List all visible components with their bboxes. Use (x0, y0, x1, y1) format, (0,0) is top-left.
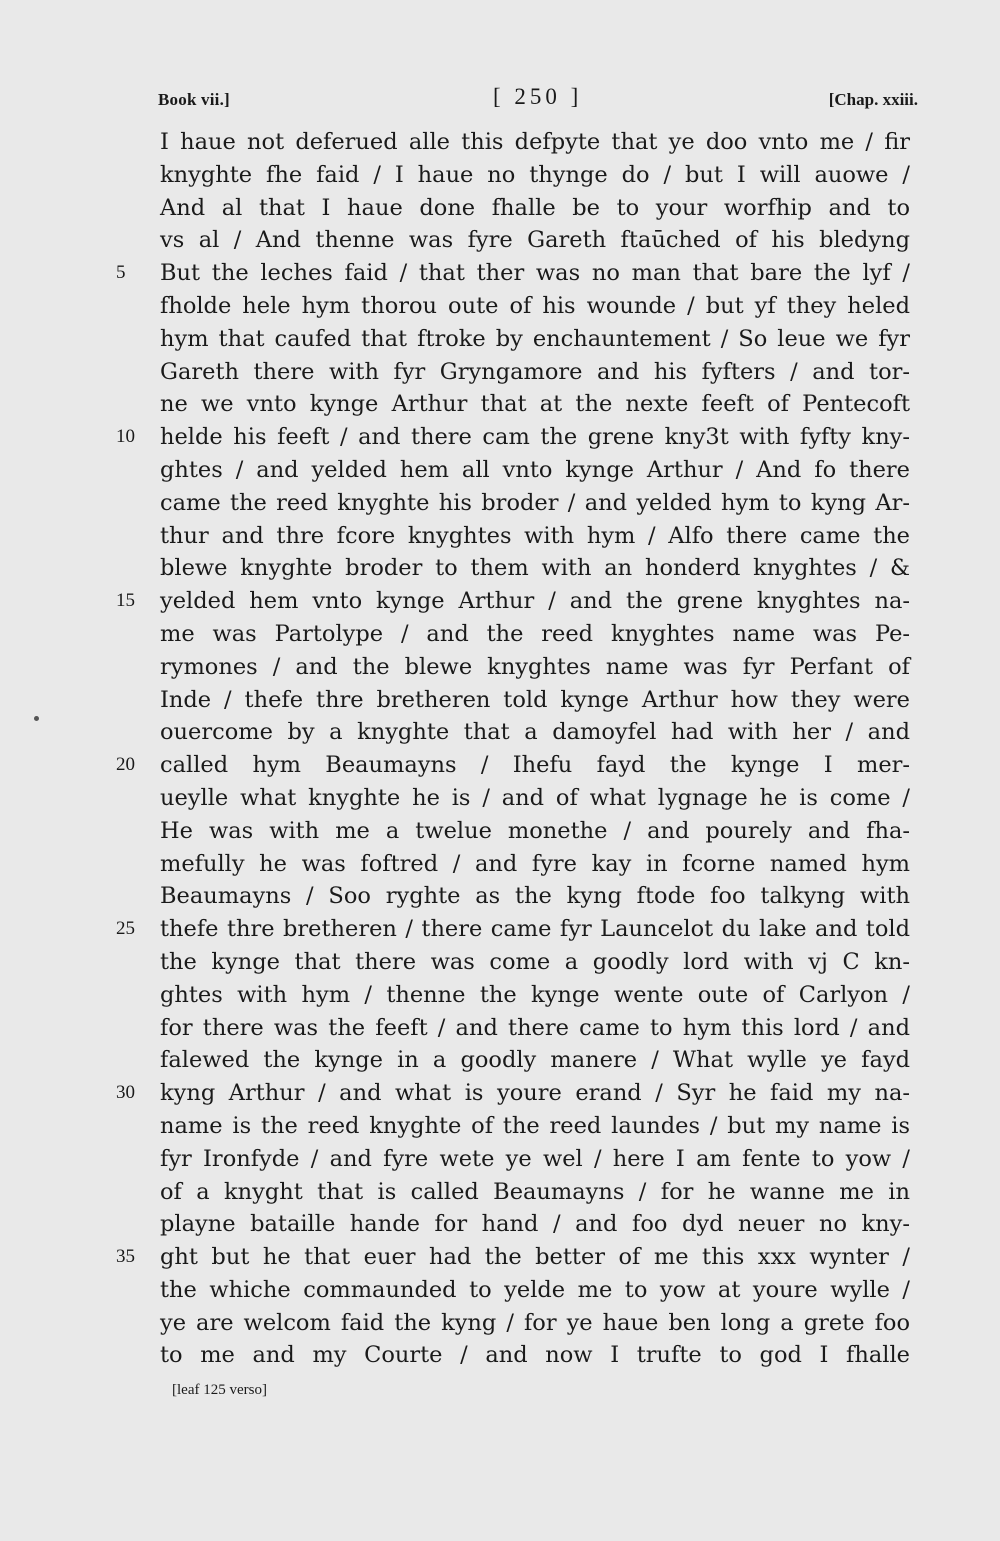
line-text: helde his feeft / and there cam the grene kny3t with fyfty kny- (160, 424, 910, 451)
line-number: 15 (116, 590, 135, 612)
line-text: Gareth there with fyr Gryngamore and his fyfters / and tor- (160, 358, 910, 385)
text-line (160, 192, 910, 225)
line-text: rymones / and the blewe knyghtes name was fyr Perfant of (160, 653, 910, 680)
text-line (160, 651, 910, 684)
text-line (160, 618, 910, 651)
line-text: He was with me a twelue monethe / and pourely and fha- (160, 817, 910, 844)
text-line (116, 749, 910, 782)
line-text: fholde hele hym thorou oute of his wounde / but yf they heled (160, 292, 910, 319)
text-line (160, 224, 910, 257)
text-line (160, 880, 910, 913)
line-number: 30 (116, 1082, 135, 1104)
line-text: Inde / thefe thre bretheren told kynge Arthur how they were (160, 686, 910, 713)
line-text: thur and thre fcore knyghtes with hym / Alfo there came the (160, 522, 910, 549)
text-line (116, 1241, 910, 1274)
line-text: fyr Ironfyde / and fyre wete ye wel / here I am fente to yow / (160, 1145, 910, 1172)
line-text: name is the reed knyghte of the reed laundes / but my name is (160, 1112, 910, 1139)
text-line (160, 782, 910, 815)
line-text: And al that I haue done fhalle be to your worfhip and to (160, 194, 910, 221)
line-text: ght but he that euer had the better of me this xxx wynter / (160, 1244, 910, 1271)
leaf-note: [leaf 125 verso] (172, 1382, 267, 1398)
text-line (160, 1176, 910, 1209)
line-text: of a knyght that is called Beaumayns / for he wanne me in (160, 1178, 910, 1205)
line-text: ghtes / and yelded hem all vnto kynge Arthur / And fo there (160, 456, 910, 483)
line-number: 5 (116, 262, 126, 284)
text-line (116, 913, 910, 946)
text-line (116, 585, 910, 618)
line-text: ouercome by a knyghte that a damoyfel had with her / and (160, 719, 910, 746)
text-line (160, 946, 910, 979)
line-text: yelded hem vnto kynge Arthur / and the grene knyghtes na- (160, 588, 910, 615)
line-number: 10 (116, 426, 135, 448)
text-line (160, 1208, 910, 1241)
line-text: ye are welcom faid the kyng / for ye haue ben long a grete foo (160, 1309, 910, 1336)
text-line (116, 257, 910, 290)
text-line (160, 487, 910, 520)
line-text: falewed the kynge in a goodly manere / What wylle ye fayd (160, 1047, 910, 1074)
line-text: came the reed knyghte his broder / and yelded hym to kyng Ar- (160, 489, 910, 516)
text-line (160, 388, 910, 421)
line-text: I haue not deferued alle this defpyte that ye doo vnto me / fir (160, 129, 910, 155)
text-line (160, 159, 910, 192)
text-line (160, 684, 910, 717)
line-text: hym that caufed that ftroke by enchauntement / So leue we fyr (160, 325, 910, 352)
line-text: to me and my Courte / and now I trufte to god I fhalle (160, 1342, 910, 1369)
text-line (160, 815, 910, 848)
line-text: called hym Beaumayns / Ihefu fayd the kynge I mer- (160, 752, 910, 779)
text-line (160, 848, 910, 881)
line-text: playne bataille hande for hand / and foo dyd neuer no kny- (160, 1211, 910, 1238)
text-line (160, 1012, 910, 1045)
line-number: 20 (116, 754, 135, 776)
page-number: [ 250 ] (493, 84, 583, 109)
text-line (160, 552, 910, 585)
text-line (116, 421, 910, 454)
chapter-label: [Chap. xxiii. (828, 90, 918, 109)
line-text: the whiche commaunded to yelde me to yow at youre wylle / (160, 1276, 910, 1303)
line-number: 25 (116, 918, 135, 940)
book-label: Book vii.] (158, 90, 230, 109)
line-text: me was Partolype / and the reed knyghtes name was Pe- (160, 620, 910, 647)
line-text: the kynge that there was come a goodly lord with vj C kn- (160, 948, 910, 975)
line-text: vs al / And thenne was fyre Gareth ftaūched of his bledyng (160, 227, 910, 254)
text-line (160, 1044, 910, 1077)
text-line (116, 1077, 910, 1110)
text-line (160, 1307, 910, 1340)
line-text: Beaumayns / Soo ryghte as the kyng ftode foo talkyng with (160, 883, 910, 910)
line-text: ueylle what knyghte he is / and of what lygnage he is come / (160, 784, 910, 811)
text-line (160, 356, 910, 389)
line-text: knyghte fhe faid / I haue no thynge do / but I will auowe / (160, 161, 910, 188)
text-line (160, 454, 910, 487)
line-text: mefully he was foftred / and fyre kay in fcorne named hym (160, 850, 910, 877)
text-line (160, 126, 910, 159)
line-text: ghtes with hym / thenne the kynge wente oute of Carlyon / (160, 981, 910, 1008)
text-body (116, 126, 910, 1372)
text-line (160, 1110, 910, 1143)
line-text: ne we vnto kynge Arthur that at the nexte feeft of Pentecoft (160, 391, 910, 418)
line-text: for there was the feeft / and there came to hym this lord / and (160, 1014, 910, 1041)
line-number: 35 (116, 1246, 135, 1268)
text-line (160, 979, 910, 1012)
text-line (160, 716, 910, 749)
page-speck (34, 716, 39, 721)
line-text: kyng Arthur / and what is youre erand / Syr he faid my na- (160, 1080, 910, 1107)
line-text: blewe knyghte broder to them with an honderd knyghtes / & (160, 555, 910, 582)
text-line (160, 1274, 910, 1307)
text-line (160, 290, 910, 323)
text-line (160, 1339, 910, 1372)
line-text: But the leches faid / that ther was no man that bare the lyf / (160, 260, 910, 287)
page-header (158, 84, 918, 114)
text-line (160, 1143, 910, 1176)
line-text: thefe thre bretheren / there came fyr Launcelot du lake and told (160, 916, 910, 943)
text-line (160, 520, 910, 553)
text-line (160, 323, 910, 356)
